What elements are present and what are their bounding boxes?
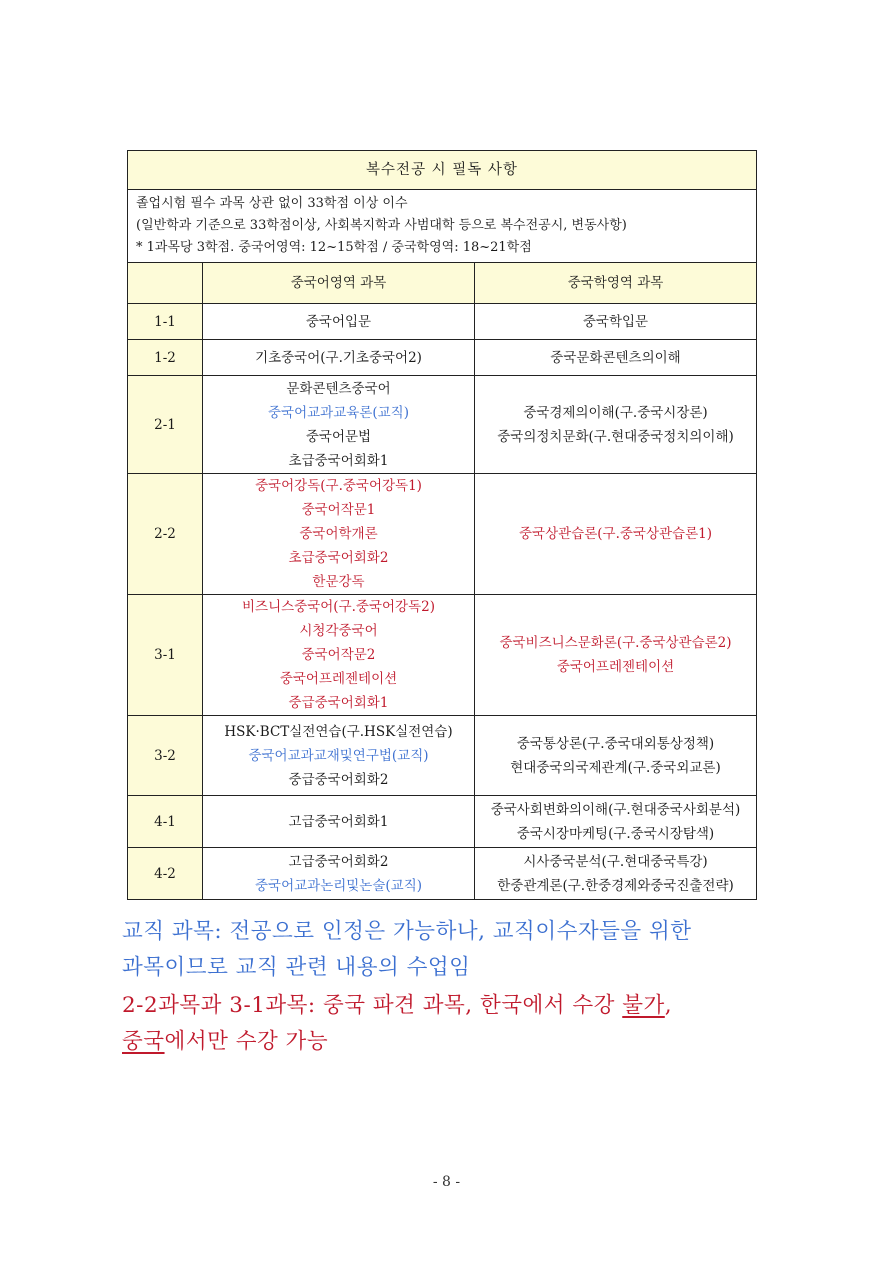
course-name: 중국어작문2 xyxy=(301,647,376,663)
footnote-china: 중국 xyxy=(122,1029,165,1054)
language-course-cell xyxy=(203,376,475,474)
footnote-comma: , xyxy=(664,993,673,1018)
language-course-cell xyxy=(203,848,475,900)
course-name: 한문강독 xyxy=(312,574,365,590)
footnote-dispatch-text: 2-2과목과 3-1과목: 중국 파견 과목, 한국에서 수강 xyxy=(122,993,623,1018)
footnote-dispatch-line1 xyxy=(122,988,782,1024)
course-name: 중국어강독(구.중국어강독1) xyxy=(255,478,422,494)
header-language-courses: 중국어영역 과목 xyxy=(203,263,475,304)
course-name: 초급중국어회화2 xyxy=(288,550,389,566)
course-name: 중국어입문 xyxy=(305,313,372,330)
course-name: 중국문화콘텐츠의이해 xyxy=(550,349,681,366)
semester-cell: 4-1 xyxy=(128,796,203,848)
course-name: 중급중국어회화2 xyxy=(288,771,389,788)
semester-cell: 1-1 xyxy=(128,304,203,340)
course-name: 중국시장마케팅(구.중국시장탐색) xyxy=(516,825,715,842)
course-name: 기초중국어(구.기초중국어2) xyxy=(255,349,422,366)
course-name: 중국학입문 xyxy=(582,313,649,330)
semester-cell: 3-1 xyxy=(128,595,203,716)
studies-course-cell xyxy=(475,848,757,900)
course-name: 한중관계론(구.한중경제와중국진출전략) xyxy=(497,877,734,894)
table-row xyxy=(128,474,757,595)
footnote-dispatch-line2 xyxy=(122,1024,782,1060)
notes-cell xyxy=(128,190,757,263)
course-name: 문화콘텐츠중국어 xyxy=(286,380,391,397)
course-name: 중국어프레젠테이션 xyxy=(556,659,675,675)
header-semester xyxy=(128,263,203,304)
semester-cell: 3-2 xyxy=(128,716,203,796)
note-line: (일반학과 기준으로 33학점이상, 사회복지학과 사범대학 등으로 복수전공시, 변동사항) xyxy=(136,218,627,233)
course-name: 초급중국어회화1 xyxy=(288,452,389,469)
studies-course-cell xyxy=(475,340,757,376)
course-name: 현대중국의국제관계(구.중국외교론) xyxy=(510,759,721,776)
course-name: 중국어교과논리및논술(교직) xyxy=(254,877,423,894)
table-title: 복수전공 시 필독 사항 xyxy=(128,151,757,190)
table-row xyxy=(128,848,757,900)
semester-cell: 4-2 xyxy=(128,848,203,900)
table-row xyxy=(128,716,757,796)
footnote-teaching-line1: 교직 과목: 전공으로 인정은 가능하나, 교직이수자들을 위한 xyxy=(122,919,692,944)
language-course-cell xyxy=(203,474,475,595)
course-name: 중국어문법 xyxy=(305,428,372,445)
semester-cell: 1-2 xyxy=(128,340,203,376)
course-table xyxy=(127,150,757,900)
course-name: 중국통상론(구.중국대외통상정책) xyxy=(516,735,715,752)
studies-course-cell xyxy=(475,304,757,340)
table-row xyxy=(128,376,757,474)
semester-cell: 2-2 xyxy=(128,474,203,595)
studies-course-cell xyxy=(475,716,757,796)
column-header-row xyxy=(128,263,757,304)
course-name: 중국상관습론(구.중국상관습론1) xyxy=(519,526,712,542)
studies-course-cell xyxy=(475,796,757,848)
footnote-teaching-line2: 과목이므로 교직 관련 내용의 수업임 xyxy=(122,955,471,980)
course-name: HSK·BCT실전연습(구.HSK실전연습) xyxy=(224,723,453,740)
language-course-cell xyxy=(203,796,475,848)
semester-cell: 2-1 xyxy=(128,376,203,474)
course-name: 중국어학개론 xyxy=(299,526,378,542)
course-name: 중국어교과교육론(교직) xyxy=(268,404,409,421)
course-name: 중국비즈니스문화론(구.중국상관습론2) xyxy=(499,635,732,651)
studies-course-cell xyxy=(475,595,757,716)
footnote-not-allowed: 불가 xyxy=(622,993,665,1018)
course-name: 중국경제의이해(구.중국시장론) xyxy=(523,404,708,421)
table-row xyxy=(128,796,757,848)
course-name: 시사중국분석(구.현대중국특강) xyxy=(523,853,708,870)
course-name: 시청각중국어 xyxy=(299,623,378,639)
course-name: 고급중국어회화2 xyxy=(288,853,389,870)
page-number: - 8 - xyxy=(432,1174,461,1190)
course-name: 중국어작문1 xyxy=(301,502,376,518)
footnote-china-only: 에서만 수강 가능 xyxy=(164,1029,329,1054)
table-row xyxy=(128,595,757,716)
language-course-cell xyxy=(203,304,475,340)
title-row xyxy=(128,151,757,190)
course-name: 중국사회변화의이해(구.현대중국사회분석) xyxy=(490,801,741,818)
course-name: 중급중국어회화1 xyxy=(288,695,389,711)
language-course-cell xyxy=(203,595,475,716)
note-line: * 1과목당 3학점. 중국어영역: 12~15학점 / 중국학영역: 18~21학점 xyxy=(136,240,532,255)
course-name: 중국어교과교재및연구법(교직) xyxy=(248,747,429,764)
course-name: 비즈니스중국어(구.중국어강독2) xyxy=(242,599,435,615)
course-name: 고급중국어회화1 xyxy=(288,813,389,830)
header-studies-courses: 중국학영역 과목 xyxy=(475,263,757,304)
course-name: 중국의정치문화(구.현대중국정치의이해) xyxy=(497,428,734,445)
table-row xyxy=(128,304,757,340)
note-line: 졸업시험 필수 과목 상관 없이 33학점 이상 이수 xyxy=(136,196,408,211)
studies-course-cell xyxy=(475,474,757,595)
studies-course-cell xyxy=(475,376,757,474)
course-name: 중국어프레젠테이션 xyxy=(279,671,398,687)
notes-row xyxy=(128,190,757,263)
language-course-cell xyxy=(203,716,475,796)
table-row xyxy=(128,340,757,376)
language-course-cell xyxy=(203,340,475,376)
